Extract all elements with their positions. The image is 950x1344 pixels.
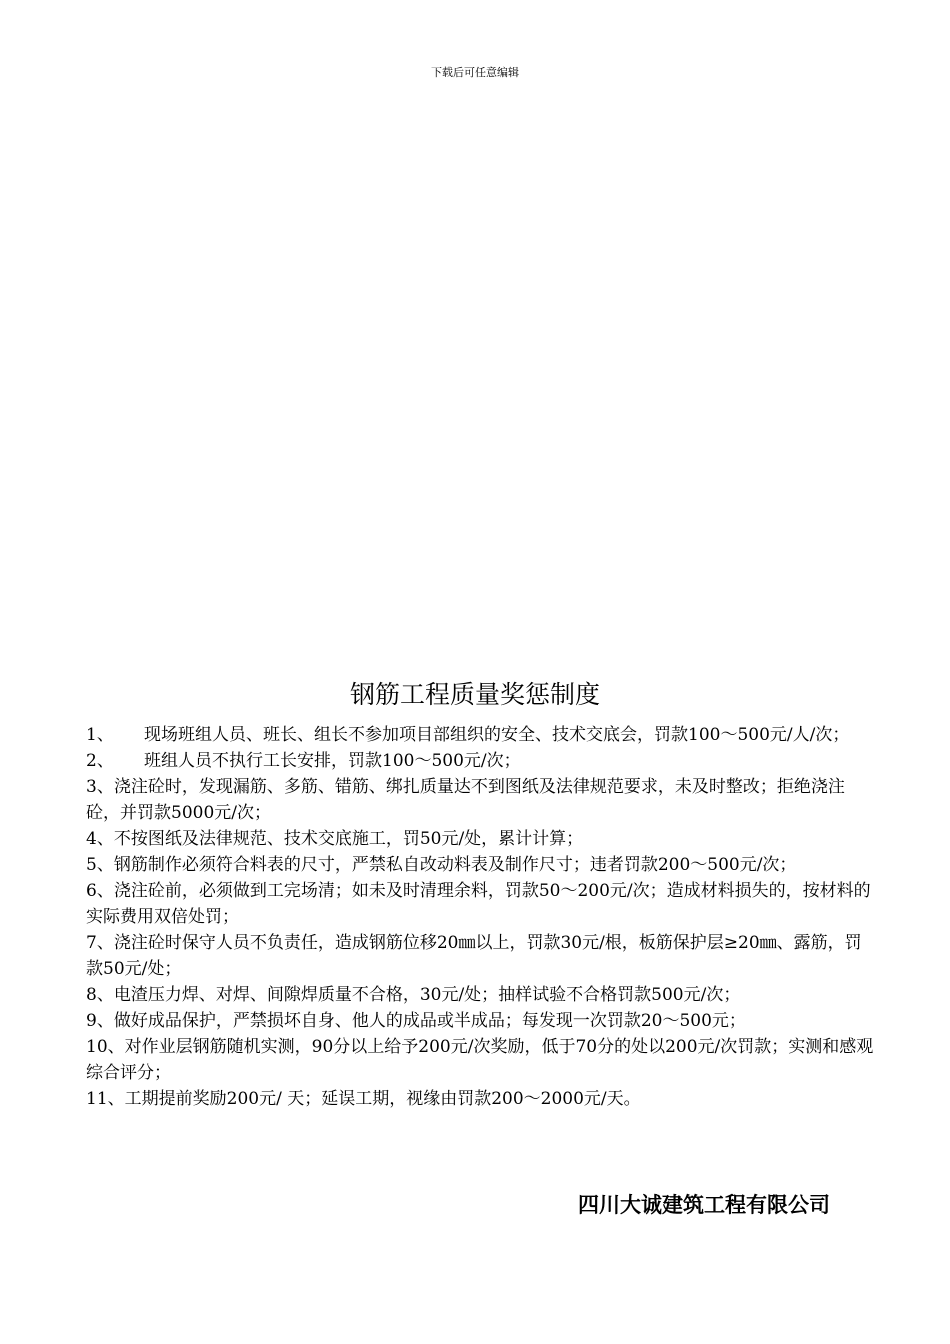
rule-item-5: 5、钢筋制作必须符合料表的尺寸，严禁私自改动料表及制作尺寸；违者罚款200～500元/次；: [86, 855, 797, 875]
company-name: 四川大诚建筑工程有限公司: [578, 1193, 830, 1217]
rule-item-4: 4、不按图纸及法律规范、技术交底施工，罚50元/处，累计计算；: [86, 829, 584, 849]
rule-number: 1、: [86, 725, 114, 745]
rule-item-6: 6、浇注砼前，必须做到工完场清；如未及时清理余料，罚款50～200元/次；造成材料损失的，按材料的实际费用双倍处罚；: [86, 881, 871, 927]
rule-item-11: 11、工期提前奖励200元/ 天；延误工期，视缘由罚款200～2000元/天。: [86, 1089, 641, 1109]
rule-number: 2、: [86, 751, 114, 771]
rule-item-2: [86, 748, 876, 774]
document-title: 钢筋工程质量奖惩制度: [349, 680, 600, 709]
rule-item-10: 10、对作业层钢筋随机实测，90分以上给予200元/次奖励，低于70分的处以200元/次罚款；实测和感观综合评分；: [86, 1037, 874, 1083]
rule-item-3: 3、浇注砼时，发现漏筋、多筋、错筋、绑扎质量达不到图纸及法律规范要求，未及时整改；拒绝浇注砼，并罚款5000元/次；: [86, 777, 845, 823]
rule-text: 班组人员不执行工长安排，罚款100～500元/次；: [144, 751, 521, 771]
rule-item-7: 7、浇注砼时保守人员不负责任，造成钢筋位移20㎜以上，罚款30元/根，板筋保护层≥20㎜、露筋，罚款50元/处；: [86, 933, 862, 979]
rule-item-8: 8、电渣压力焊、对焊、间隙焊质量不合格，30元/处；抽样试验不合格罚款500元/次；: [86, 985, 741, 1005]
header-note: 下载后可任意编辑: [431, 66, 519, 79]
rule-item-1: [86, 722, 876, 748]
rules-list: [86, 722, 876, 1112]
rule-item-9: 9、做好成品保护，严禁损坏自身、他人的成品或半成品；每发现一次罚款20～500元；: [86, 1011, 746, 1031]
rule-text: 现场班组人员、班长、组长不参加项目部组织的安全、技术交底会，罚款100～500元/人/次；: [144, 725, 850, 745]
